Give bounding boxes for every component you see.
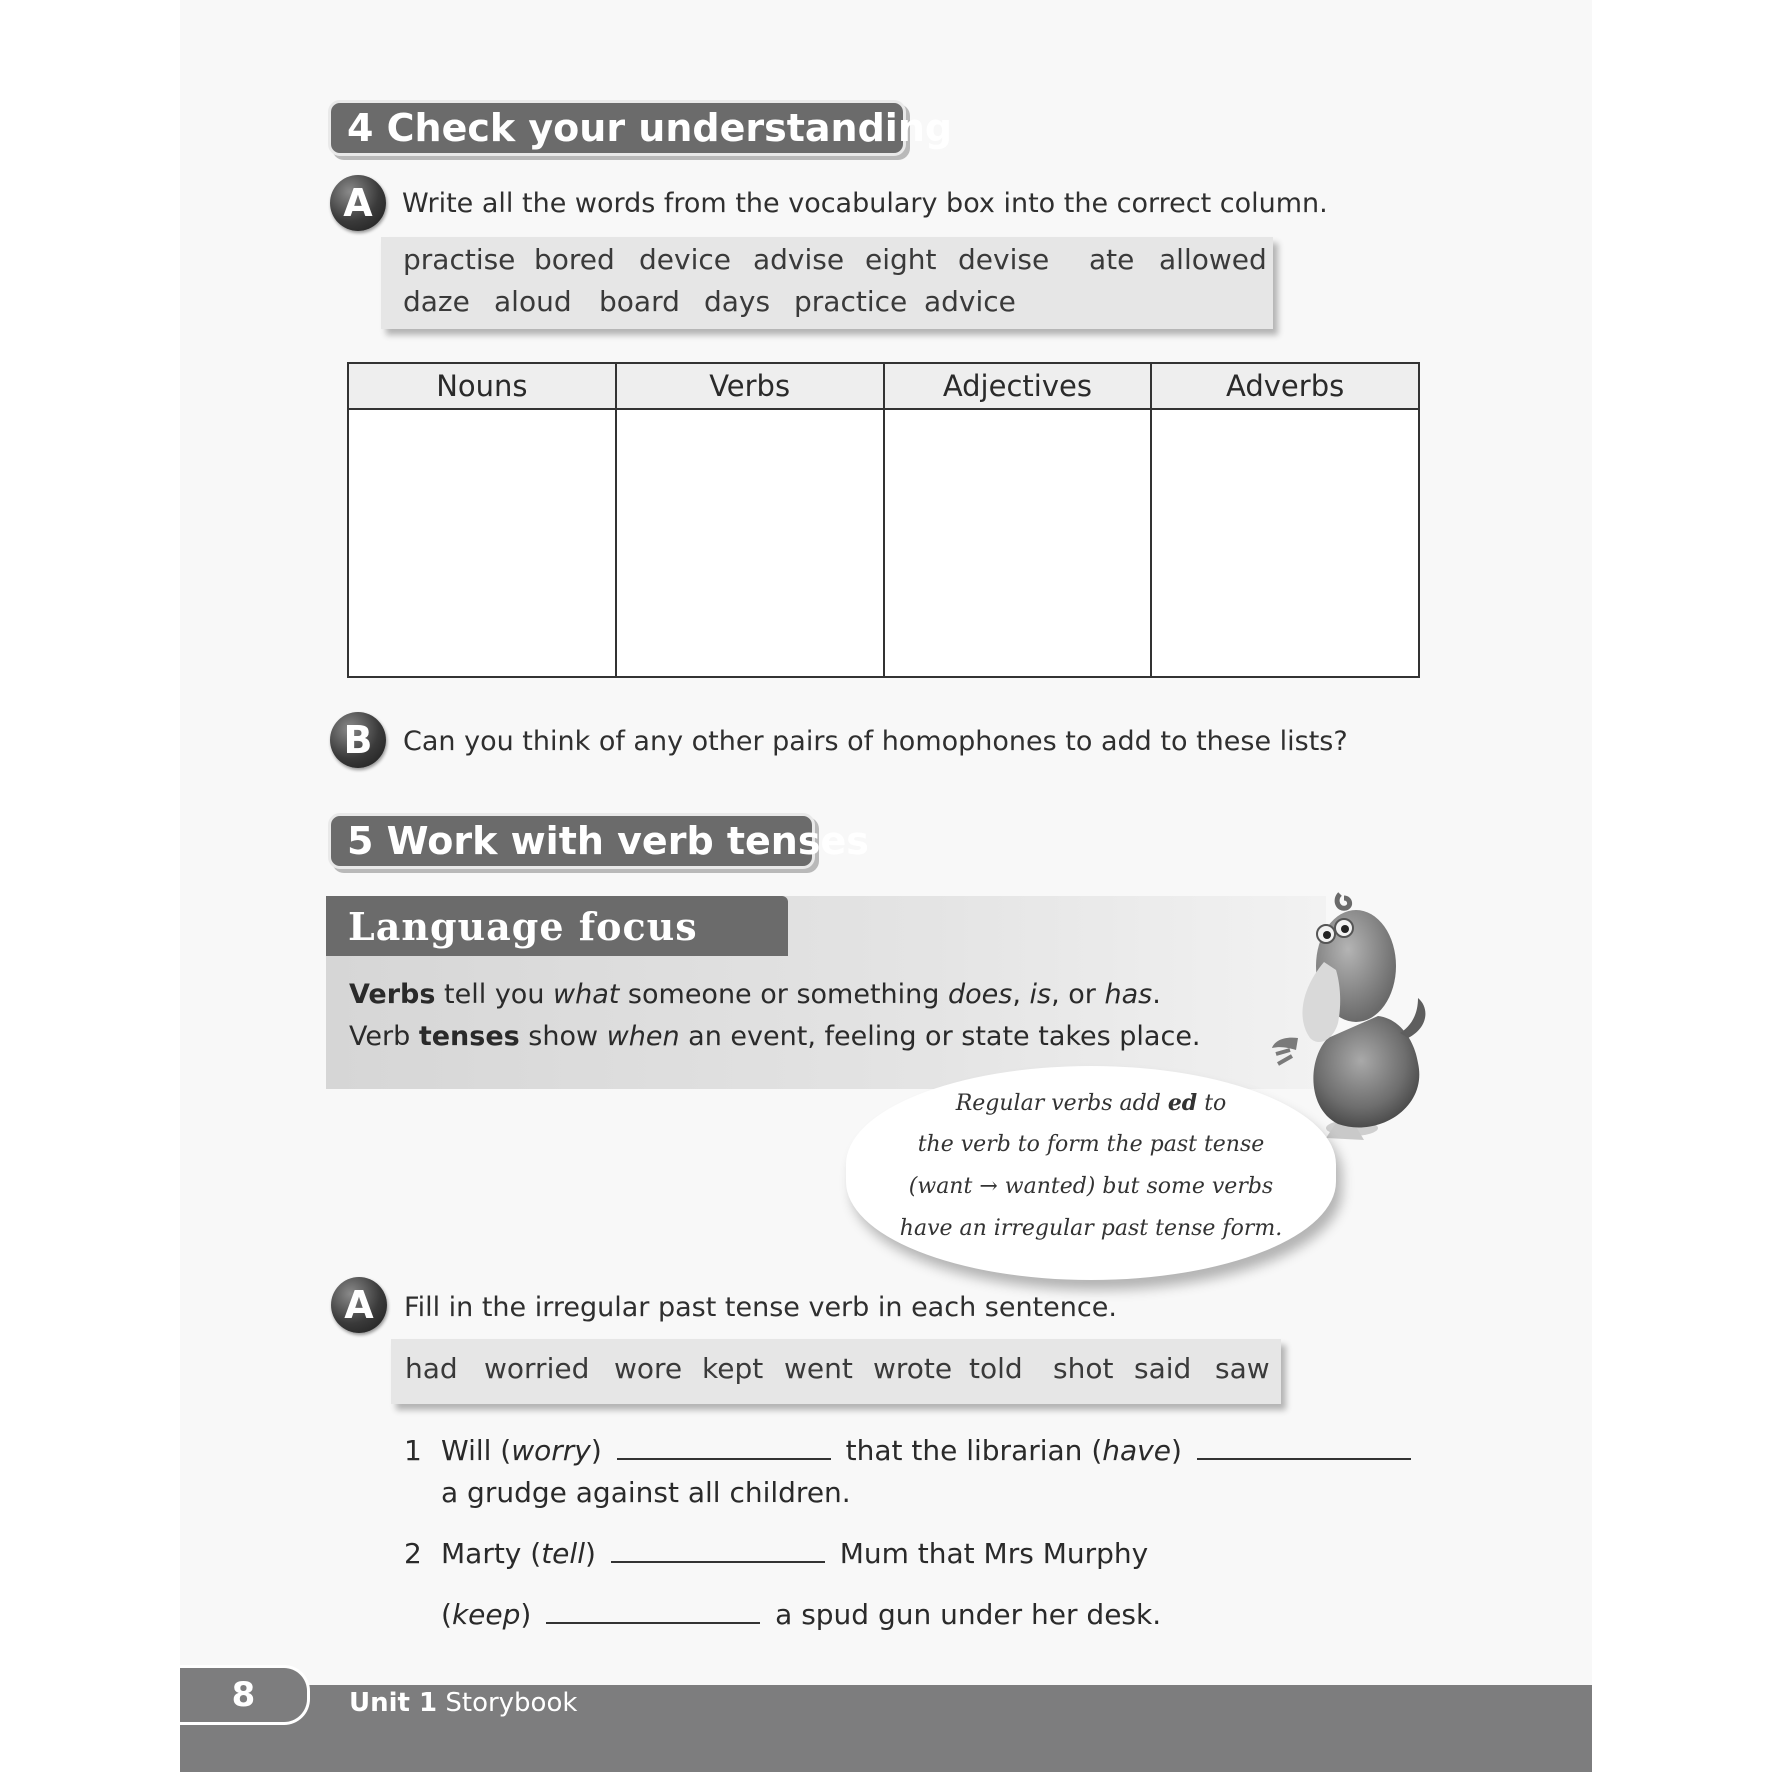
language-focus-line-1 [349, 979, 1161, 1010]
text: Regular verbs add [955, 1091, 1168, 1116]
tip-line-1 [846, 1090, 1336, 1116]
vocab-word: days [704, 285, 771, 318]
vocab-word: practise [403, 243, 516, 276]
badge-letter: A [343, 181, 373, 225]
vocab-row-2 [403, 285, 1273, 321]
section-5-header [328, 813, 869, 869]
word-bank-word: wore [614, 1352, 683, 1385]
word-bank-word: kept [702, 1352, 764, 1385]
word-bank-word: saw [1215, 1352, 1270, 1385]
word-bank-word: wrote [873, 1352, 953, 1385]
verbs-answer-cell[interactable] [616, 409, 884, 677]
tip-line-4: have an irregular past tense form. [899, 1216, 1283, 1241]
verb-prompt: worry [511, 1434, 591, 1467]
text: ( [441, 1598, 452, 1631]
adjectives-answer-cell[interactable] [884, 409, 1152, 677]
word-bank-word: had [405, 1352, 458, 1385]
vocab-word: board [599, 285, 680, 318]
verb-prompt: tell [541, 1537, 585, 1570]
verb-prompt: keep [451, 1598, 521, 1631]
word-bank-word: told [969, 1352, 1023, 1385]
text: , [1012, 979, 1030, 1010]
text: a spud gun under her desk. [775, 1598, 1162, 1631]
badge-letter: B [343, 718, 373, 762]
text: ) [1170, 1434, 1182, 1467]
tip-speech-bubble [846, 1066, 1336, 1280]
question-1-line-1 [441, 1434, 1411, 1467]
badge-letter: A [344, 1283, 374, 1327]
language-focus-line-2 [349, 1021, 1201, 1052]
vocab-word: device [639, 243, 731, 276]
text: ) [590, 1434, 602, 1467]
italic-term: when [606, 1021, 680, 1052]
bold-term: Verbs [349, 979, 436, 1010]
vocab-word: eight [865, 243, 937, 276]
vocab-word: allowed [1159, 243, 1267, 276]
text: to [1197, 1091, 1227, 1116]
column-header-adjectives: Adjectives [884, 363, 1152, 409]
italic-term: is [1029, 979, 1052, 1010]
text: , or [1051, 979, 1105, 1010]
text: that the librarian ( [845, 1434, 1103, 1467]
text: Will ( [441, 1434, 512, 1467]
word-class-table [347, 362, 1420, 678]
nouns-answer-cell[interactable] [348, 409, 616, 677]
vocab-word: advice [924, 285, 1016, 318]
adverbs-answer-cell[interactable] [1151, 409, 1419, 677]
vocab-word: devise [958, 243, 1050, 276]
vocab-word: daze [403, 285, 470, 318]
question-2-number: 2 [404, 1537, 422, 1570]
answer-blank[interactable] [546, 1598, 760, 1624]
text: someone or something [619, 979, 948, 1010]
question-2-line-1 [441, 1537, 1148, 1570]
word-bank-word: went [784, 1352, 853, 1385]
footer-unit-label [349, 1688, 577, 1718]
vocab-word: aloud [494, 285, 572, 318]
vocab-word: bored [534, 243, 615, 276]
text: . [1152, 979, 1161, 1010]
page-number: 8 [231, 1675, 256, 1715]
unit-number: Unit 1 [349, 1688, 438, 1718]
vocab-word: advise [753, 243, 845, 276]
word-bank-word: shot [1053, 1352, 1114, 1385]
column-header-nouns: Nouns [348, 363, 616, 409]
text: an event, feeling or state takes place. [679, 1021, 1201, 1052]
question-1-line-2: a grudge against all children. [441, 1476, 851, 1509]
activity-a-badge-section-5 [331, 1277, 387, 1333]
italic-term: does [947, 979, 1013, 1010]
section-5-title: 5 Work with verb tenses [347, 819, 869, 863]
activity-b-badge [330, 712, 386, 768]
language-focus-title: Language focus [326, 896, 788, 956]
section-4-title: 4 Check your understanding [347, 106, 953, 150]
text: tell you [435, 979, 554, 1010]
column-header-adverbs: Adverbs [1151, 363, 1419, 409]
activity-b-instruction: Can you think of any other pairs of homophones to add to these lists? [403, 726, 1348, 757]
tip-line-2: the verb to form the past tense [917, 1132, 1265, 1157]
italic-term: has [1104, 979, 1153, 1010]
tip-line-3: (want → wanted) but some verbs [908, 1174, 1274, 1199]
text: show [519, 1021, 607, 1052]
word-bank-word: worried [484, 1352, 590, 1385]
word-bank-word: said [1134, 1352, 1192, 1385]
verb-tense-instruction: Fill in the irregular past tense verb in each sentence. [404, 1292, 1117, 1323]
answer-blank[interactable] [617, 1434, 831, 1460]
text: Mum that Mrs Murphy [839, 1537, 1149, 1570]
unit-title: Storybook [445, 1688, 578, 1718]
page-number-tab [180, 1665, 310, 1725]
text: Verb [349, 1021, 419, 1052]
text: Marty ( [441, 1537, 542, 1570]
answer-blank[interactable] [1197, 1434, 1411, 1460]
activity-a-badge [330, 175, 386, 231]
section-4-header [328, 100, 953, 156]
answer-blank[interactable] [611, 1537, 825, 1563]
column-header-verbs: Verbs [616, 363, 884, 409]
text: ) [520, 1598, 532, 1631]
bold-term: ed [1167, 1090, 1198, 1116]
question-1-number: 1 [404, 1434, 422, 1467]
word-bank-box [391, 1339, 1281, 1404]
bold-term: tenses [418, 1021, 520, 1052]
vocabulary-box [381, 237, 1273, 329]
activity-a-instruction: Write all the words from the vocabulary box into the correct column. [402, 188, 1328, 219]
question-2-line-2 [441, 1598, 1161, 1631]
vocab-row-1 [403, 243, 1273, 279]
text: ) [584, 1537, 596, 1570]
vocab-word: practice [794, 285, 908, 318]
vocab-word: ate [1089, 243, 1135, 276]
italic-term: what [553, 979, 620, 1010]
verb-prompt: have [1102, 1434, 1171, 1467]
